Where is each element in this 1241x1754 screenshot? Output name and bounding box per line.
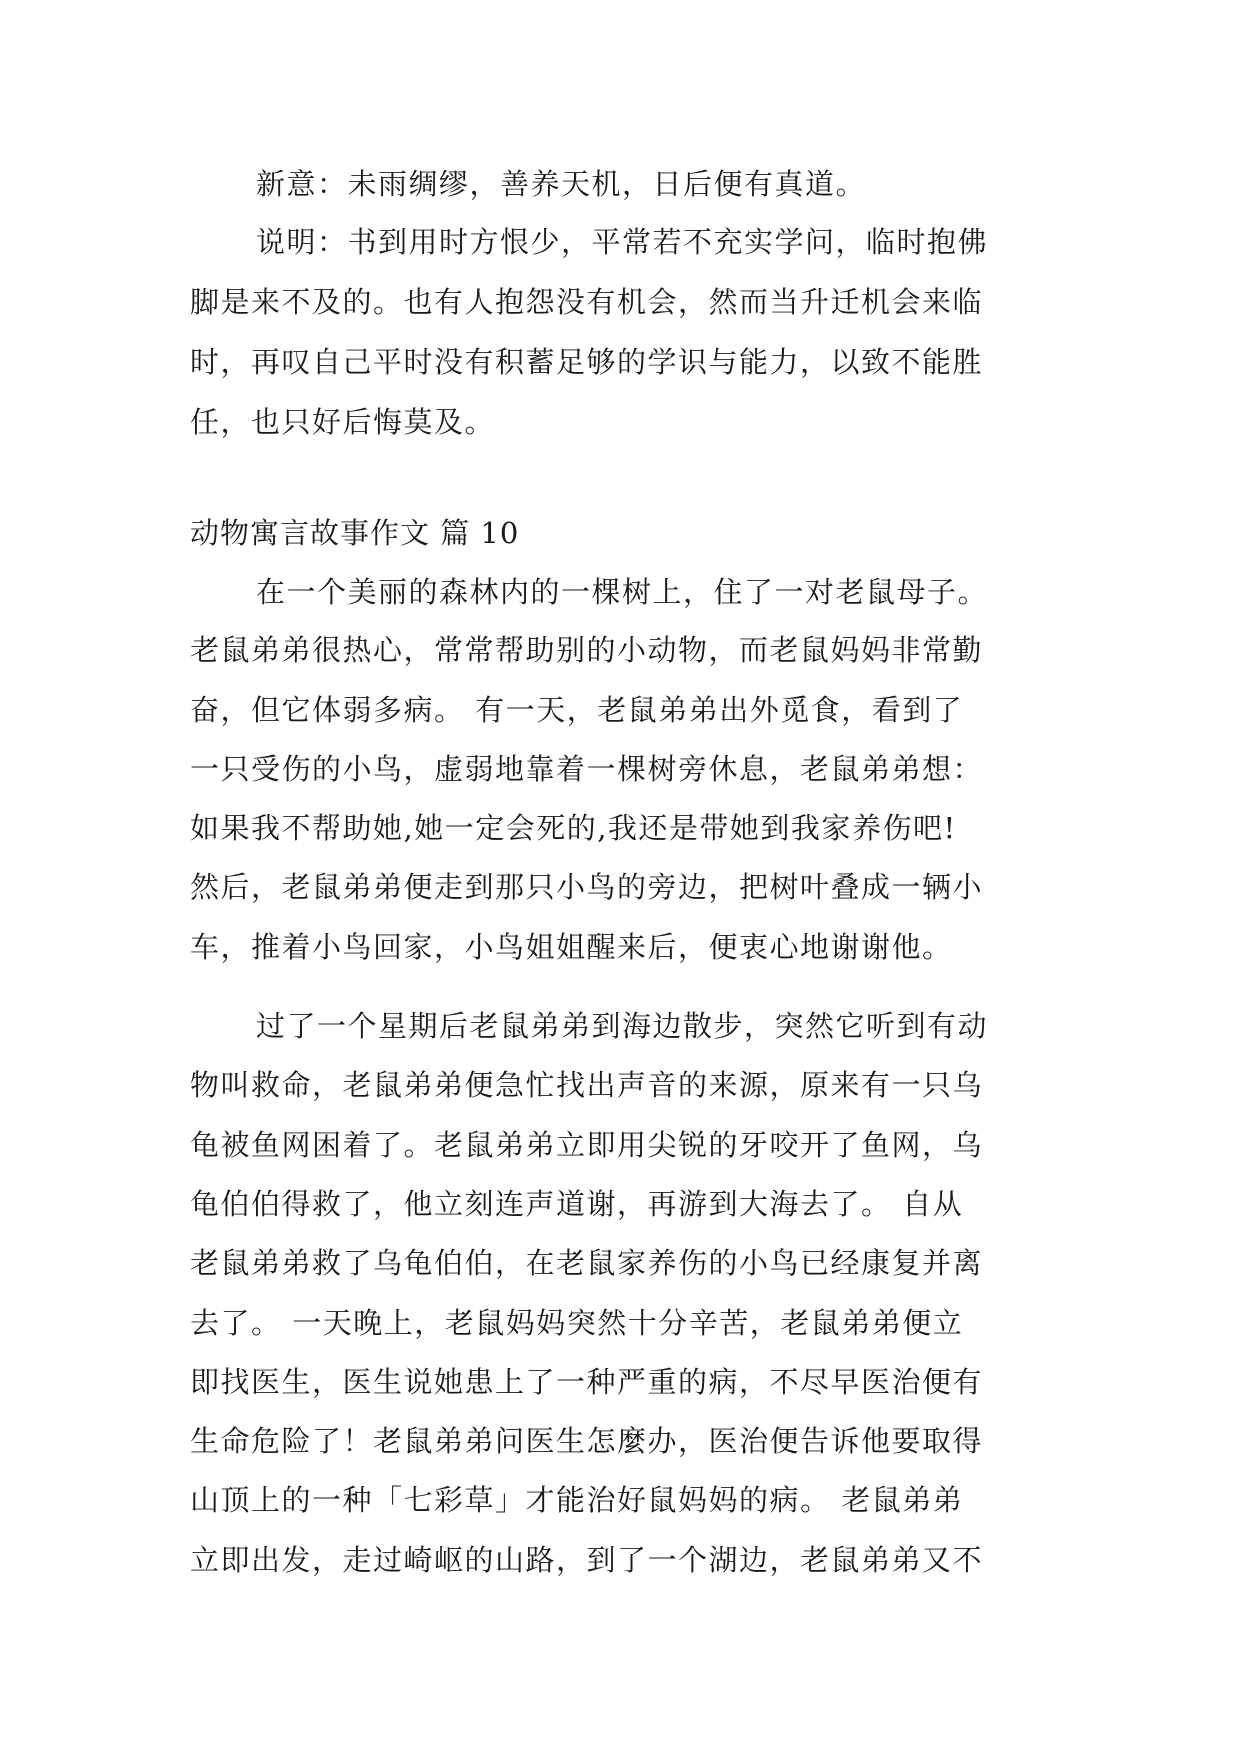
story-line: 老鼠弟弟救了乌龟伯伯，在老鼠家养伤的小鸟已经康复并离 <box>190 1246 984 1280</box>
paragraph-explanation-line: 脚是来不及的。也有人抱怨没有机会，然而当升迁机会来临 <box>190 285 984 319</box>
section-heading: 动物寓言故事作文 篇 10 <box>190 516 520 550</box>
paragraph-explanation-line: 时，再叹自己平时没有积蓄足够的学识与能力，以致不能胜 <box>190 345 984 379</box>
story-line: 生命危险了！老鼠弟弟问医生怎麼办，医治便告诉他要取得 <box>190 1424 984 1458</box>
paragraph-new-meaning: 新意：未雨绸缪，善养天机，日后便有真道。 <box>256 167 867 201</box>
story-line: 如果我不帮助她,她一定会死的,我还是带她到我家养伤吧! <box>190 811 957 845</box>
story-line: 去了。 一天晚上，老鼠妈妈突然十分辛苦，老鼠弟弟便立 <box>190 1306 964 1340</box>
story-line: 龟伯伯得救了，他立刻连声道谢，再游到大海去了。 自从 <box>190 1187 964 1221</box>
story-line: 立即出发，走过崎岖的山路，到了一个湖边，老鼠弟弟又不 <box>190 1543 984 1577</box>
story-line: 然后，老鼠弟弟便走到那只小鸟的旁边，把树叶叠成一辆小 <box>190 870 984 904</box>
story-line: 即找医生，医生说她患上了一种严重的病，不尽早医治便有 <box>190 1365 984 1399</box>
paragraph-explanation-line: 任，也只好后悔莫及。 <box>190 405 496 439</box>
story-line: 奋，但它体弱多病。 有一天，老鼠弟弟出外觅食，看到了 <box>190 693 964 727</box>
paragraph-explanation-line: 说明：书到用时方恨少，平常若不充实学问，临时抱佛 <box>256 225 989 259</box>
story-line: 老鼠弟弟很热心，常常帮助别的小动物，而老鼠妈妈非常勤 <box>190 633 984 667</box>
story-line: 一只受伤的小鸟，虚弱地靠着一棵树旁休息，老鼠弟弟想： <box>190 752 984 786</box>
story-line: 山顶上的一种「七彩草」才能治好鼠妈妈的病。 老鼠弟弟 <box>190 1483 964 1517</box>
story-line: 车，推着小鸟回家，小鸟姐姐醒来后，便衷心地谢谢他。 <box>190 930 953 964</box>
story-line: 在一个美丽的森林内的一棵树上，住了一对老鼠母子。 <box>256 575 989 609</box>
story-line: 龟被鱼网困着了。老鼠弟弟立即用尖锐的牙咬开了鱼网，乌 <box>190 1128 984 1162</box>
story-line: 过了一个星期后老鼠弟弟到海边散步，突然它听到有动 <box>256 1009 989 1043</box>
story-line: 物叫救命，老鼠弟弟便急忙找出声音的来源，原来有一只乌 <box>190 1068 984 1102</box>
